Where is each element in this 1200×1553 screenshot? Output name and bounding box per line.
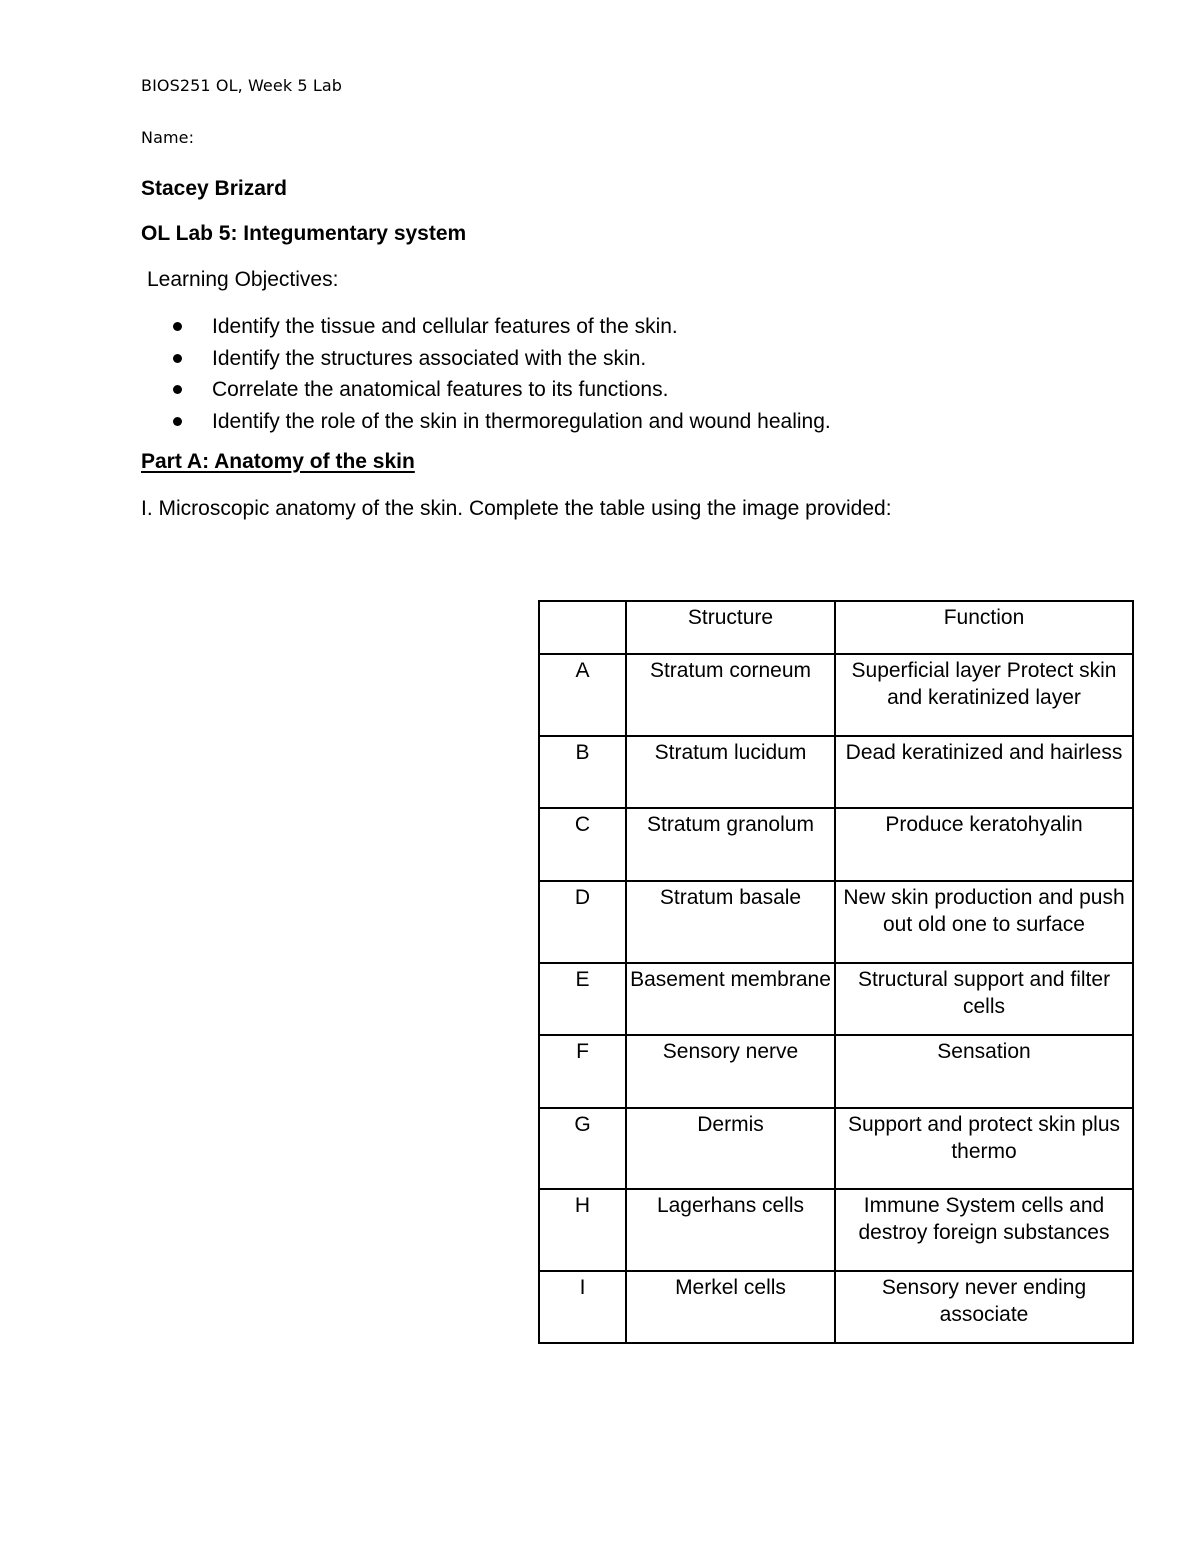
lab-title: OL Lab 5: Integumentary system	[141, 222, 467, 245]
part-a-instruction: I. Microscopic anatomy of the skin. Complete the table using the image provided:	[141, 497, 892, 520]
row-function: Structural support and filter cells	[835, 963, 1133, 1035]
row-structure: Stratum basale	[626, 881, 835, 963]
student-name: Stacey Brizard	[141, 177, 287, 200]
table-row	[539, 963, 1133, 1035]
row-letter: G	[539, 1108, 626, 1189]
objective-item	[173, 345, 831, 377]
row-letter: F	[539, 1035, 626, 1108]
row-letter: B	[539, 736, 626, 808]
row-function: Produce keratohyalin	[835, 808, 1133, 881]
bullet-icon	[173, 322, 182, 331]
objective-text: Identify the tissue and cellular features of the skin.	[212, 315, 678, 338]
row-function: Immune System cells and destroy foreign substances	[835, 1189, 1133, 1271]
objective-text: Identify the role of the skin in thermoregulation and wound healing.	[212, 409, 831, 433]
row-structure: Merkel cells	[626, 1271, 835, 1343]
row-structure: Lagerhans cells	[626, 1189, 835, 1271]
row-letter: H	[539, 1189, 626, 1271]
bullet-icon	[173, 385, 182, 394]
objective-text: Identify the structures associated with the skin.	[212, 346, 647, 370]
row-structure: Dermis	[626, 1108, 835, 1189]
skin-anatomy-table	[538, 600, 1134, 1344]
row-structure: Stratum granolum	[626, 808, 835, 881]
table-row	[539, 808, 1133, 881]
objective-text: Correlate the anatomical features to its functions.	[212, 378, 669, 401]
row-letter: I	[539, 1271, 626, 1343]
row-function: Dead keratinized and hairless	[835, 736, 1133, 808]
row-structure: Stratum corneum	[626, 654, 835, 736]
objective-item	[173, 408, 831, 440]
part-a-heading: Part A: Anatomy of the skin	[141, 450, 415, 473]
row-structure: Stratum lucidum	[626, 736, 835, 808]
row-function: Sensation	[835, 1035, 1133, 1108]
course-header: BIOS251 OL, Week 5 Lab	[141, 76, 343, 95]
table-header-row	[539, 601, 1133, 654]
objective-item	[173, 313, 831, 345]
row-letter: C	[539, 808, 626, 881]
table-row	[539, 1271, 1133, 1343]
table-row	[539, 1108, 1133, 1189]
row-letter: A	[539, 654, 626, 736]
bullet-icon	[173, 417, 182, 426]
row-structure: Basement membrane	[626, 963, 835, 1035]
table-row	[539, 1035, 1133, 1108]
row-function: New skin production and push out old one to surface	[835, 881, 1133, 963]
header-cell-function: Function	[835, 601, 1133, 654]
table-row	[539, 881, 1133, 963]
header-cell-letter	[539, 601, 626, 654]
objective-item	[173, 376, 831, 408]
header-cell-structure: Structure	[626, 601, 835, 654]
table-row	[539, 736, 1133, 808]
bullet-icon	[173, 354, 182, 363]
table-row	[539, 654, 1133, 736]
row-function: Sensory never ending associate	[835, 1271, 1133, 1343]
table-row	[539, 1189, 1133, 1271]
row-function: Support and protect skin plus thermo	[835, 1108, 1133, 1189]
row-structure: Sensory nerve	[626, 1035, 835, 1108]
name-label: Name:	[141, 128, 195, 147]
objectives-list	[173, 313, 831, 439]
objectives-heading: Learning Objectives:	[147, 268, 339, 291]
row-letter: E	[539, 963, 626, 1035]
row-function: Superficial layer Protect skin and keratinized layer	[835, 654, 1133, 736]
row-letter: D	[539, 881, 626, 963]
